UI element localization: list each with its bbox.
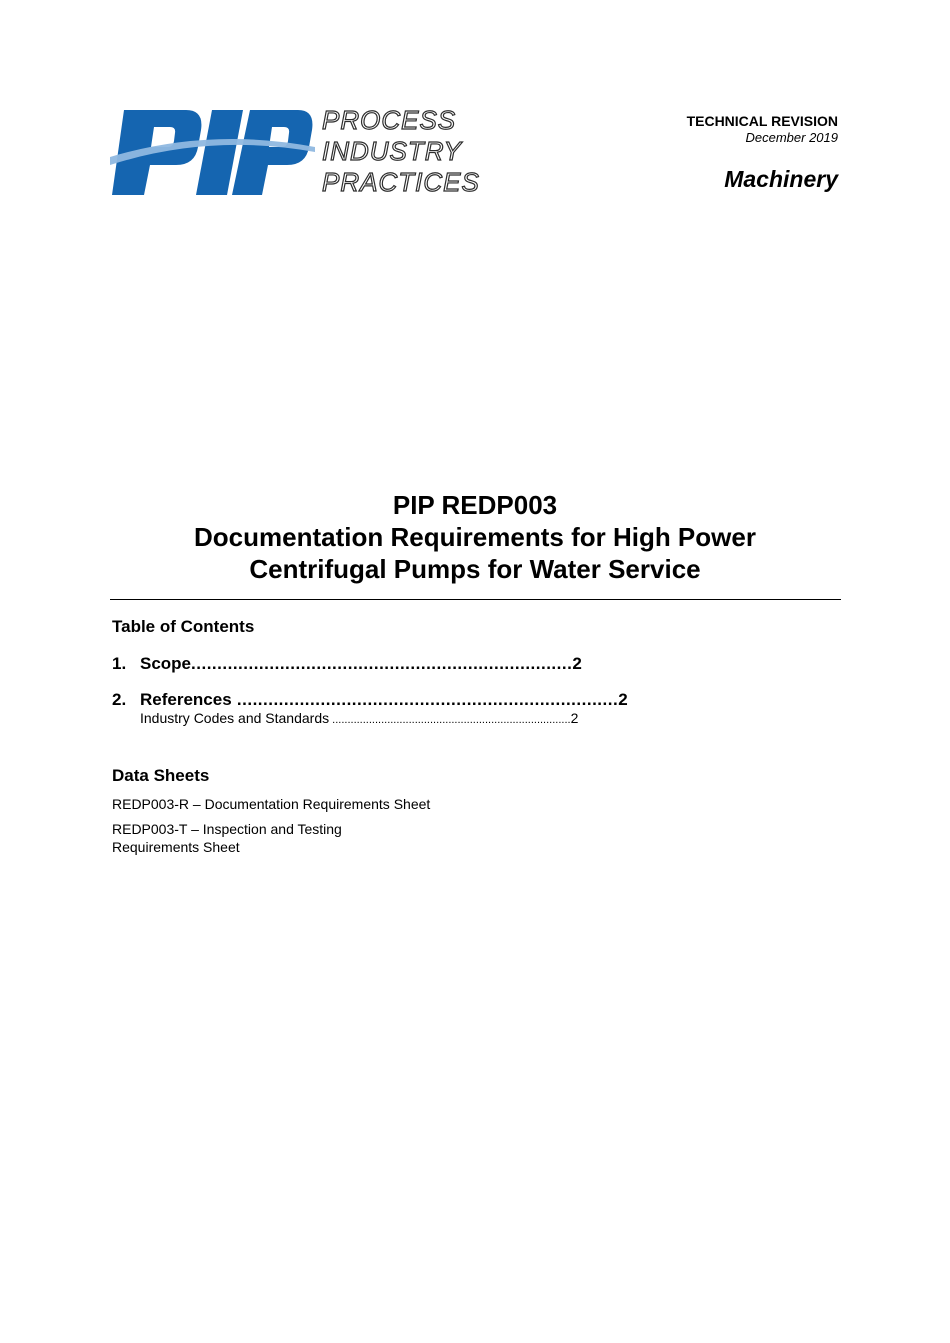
toc-subentry-codes-standards[interactable] bbox=[112, 710, 579, 729]
toc-subentry-label: Industry Codes and Standards bbox=[140, 710, 330, 726]
toc-entry-references[interactable] bbox=[112, 690, 628, 710]
toc-entry-label: References bbox=[140, 690, 232, 709]
pip-logo-mark bbox=[110, 105, 315, 197]
data-sheet-item-t: REDP003-T – Inspection and Testing Requirements Sheet bbox=[112, 821, 342, 855]
revision-title: TECHNICAL REVISION bbox=[686, 113, 838, 129]
toc-heading: Table of Contents bbox=[112, 617, 255, 636]
logo-wordmark bbox=[322, 105, 480, 198]
toc-entry-page: 2 bbox=[618, 690, 628, 709]
title-line-1: PIP REDP003 bbox=[392, 490, 558, 520]
category-label: Machinery bbox=[724, 166, 838, 192]
toc-leader-dots: .............................................................................. bbox=[329, 714, 571, 726]
revision-block bbox=[687, 113, 838, 193]
revision-date: December 2019 bbox=[745, 130, 838, 145]
data-sheet-item-r: REDP003-R – Documentation Requirements Sheet bbox=[112, 796, 431, 812]
table-of-contents bbox=[112, 617, 628, 856]
pip-logo bbox=[110, 105, 490, 200]
title-line-3: Centrifugal Pumps for Water Service bbox=[249, 554, 701, 584]
toc-leader-dots: ......................................................................... bbox=[231, 690, 619, 709]
toc-entry-label: Scope bbox=[140, 654, 192, 673]
toc-entry-page: 2 bbox=[572, 654, 582, 673]
title-line-2: Documentation Requirements for High Power bbox=[194, 522, 756, 552]
document-title bbox=[0, 489, 950, 585]
data-sheets-heading: Data Sheets bbox=[112, 766, 210, 785]
logo-line-process: PROCESS bbox=[322, 105, 457, 135]
logo-line-practices: PRACTICES bbox=[322, 167, 480, 197]
toc-entry-number: 2. bbox=[112, 690, 127, 709]
toc-leader-dots: ......................................................................... bbox=[191, 654, 573, 673]
toc-entry-scope[interactable] bbox=[112, 654, 582, 674]
title-divider bbox=[110, 599, 841, 600]
toc-entry-number: 1. bbox=[112, 654, 127, 673]
toc-subentry-page: 2 bbox=[570, 710, 579, 726]
logo-line-industry: INDUSTRY bbox=[322, 136, 462, 166]
